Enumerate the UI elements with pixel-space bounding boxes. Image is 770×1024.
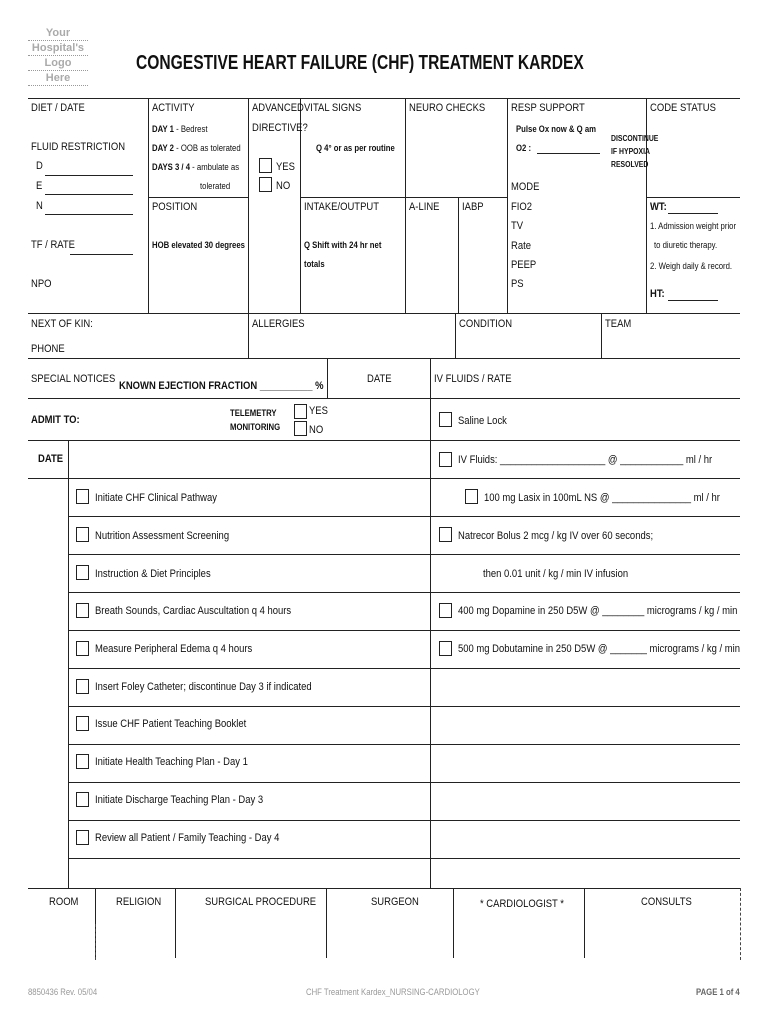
npo-label: NPO	[31, 278, 52, 290]
directive-yes-label: YES	[276, 161, 295, 173]
surgical-procedure-label: SURGICAL PROCEDURE	[205, 896, 317, 908]
order-item: Initiate Discharge Teaching Plan - Day 3	[95, 794, 264, 806]
activity-label: ACTIVITY	[152, 102, 195, 114]
advanced-label: ADVANCED	[252, 102, 304, 114]
order-checkbox[interactable]	[76, 830, 89, 845]
tf-rate-label: TF / RATE	[31, 239, 75, 251]
rule	[68, 516, 740, 517]
order-checkbox[interactable]	[76, 792, 89, 807]
diet-date-label: DIET / DATE	[31, 102, 85, 114]
logo-line: Here	[28, 71, 88, 86]
peep-label: PEEP	[511, 259, 537, 271]
rule	[327, 358, 328, 398]
order-checkbox[interactable]	[76, 679, 89, 694]
order-item: Initiate CHF Clinical Pathway	[95, 492, 217, 504]
team-label: TEAM	[605, 318, 632, 330]
directive-yes-checkbox[interactable]	[259, 158, 272, 173]
footer-center-text: CHF Treatment Kardex_NURSING-CARDIOLOGY	[306, 987, 480, 997]
religion-label: RELIGION	[116, 896, 162, 908]
wt-note-2: 2. Weigh daily & record.	[650, 261, 733, 271]
condition-label: CONDITION	[459, 318, 513, 330]
lasix-text: 100 mg Lasix in 100mL NS @ _______________ ml / hr	[484, 492, 720, 504]
d-label: D	[36, 160, 43, 172]
rule	[68, 630, 740, 631]
ejection-fraction-text: KNOWN EJECTION FRACTION __________ %	[119, 380, 324, 392]
ps-label: PS	[511, 278, 524, 290]
hob-text: HOB elevated 30 degrees	[152, 240, 245, 250]
natrecor-infusion-text: then 0.01 unit / kg / min IV infusion	[483, 568, 629, 580]
telemetry-yes-label: YES	[309, 405, 328, 417]
rule	[68, 744, 740, 745]
dopamine-checkbox[interactable]	[439, 603, 452, 618]
order-checkbox[interactable]	[76, 565, 89, 580]
order-item: Review all Patient / Family Teaching - Day 4	[95, 832, 280, 844]
order-item: Instruction & Diet Principles	[95, 568, 211, 580]
a-line-label: A-LINE	[409, 201, 440, 213]
page-number: PAGE 1 of 4	[696, 987, 740, 997]
fio2-label: FIO2	[511, 201, 533, 213]
rule	[453, 888, 454, 958]
rule	[248, 313, 249, 358]
next-of-kin-label: NEXT OF KIN:	[31, 318, 93, 330]
tolerated-text: tolerated	[200, 181, 231, 191]
rule	[28, 888, 740, 889]
rule	[507, 98, 508, 313]
telemetry-no-label: NO	[309, 424, 324, 436]
tv-label: TV	[511, 220, 524, 232]
order-item: Initiate Health Teaching Plan - Day 1	[95, 756, 248, 768]
dobutamine-text: 500 mg Dobutamine in 250 D5W @ _______ micrograms / kg / min	[458, 643, 740, 655]
allergies-label: ALLERGIES	[252, 318, 305, 330]
pulse-ox-text: Pulse Ox now & Q am	[516, 124, 597, 134]
rule	[28, 358, 740, 359]
discontinue-text: IF HYPOXIA	[611, 147, 650, 156]
day34-text: DAYS 3 / 4 - ambulate as	[152, 162, 240, 172]
rule	[28, 478, 740, 479]
n-field[interactable]	[45, 214, 133, 215]
neuro-checks-label: NEURO CHECKS	[409, 102, 486, 114]
form-number: 8850436 Rev. 05/04	[28, 987, 98, 997]
lasix-checkbox[interactable]	[465, 489, 478, 504]
day1-text: DAY 1 - Bedrest	[152, 124, 208, 134]
order-checkbox[interactable]	[76, 641, 89, 656]
iv-fluids-text: IV Fluids: ____________________ @ ____________ ml / hr	[458, 454, 713, 466]
wt-field[interactable]	[668, 213, 718, 214]
discontinue-text: RESOLVED	[611, 160, 649, 169]
order-item: Issue CHF Patient Teaching Booklet	[95, 718, 247, 730]
ht-field[interactable]	[668, 300, 718, 301]
directive-label: DIRECTIVE?	[252, 122, 308, 134]
order-checkbox[interactable]	[76, 527, 89, 542]
rule	[95, 924, 96, 960]
vital-signs-label: VITAL SIGNS	[304, 102, 362, 114]
d-field[interactable]	[45, 175, 133, 176]
rule	[326, 888, 327, 958]
q4-text: Q 4° or as per routine	[316, 143, 395, 153]
order-checkbox[interactable]	[76, 754, 89, 769]
rule	[455, 313, 456, 358]
e-field[interactable]	[45, 194, 133, 195]
special-notices-label: SPECIAL NOTICES	[31, 373, 116, 385]
e-label: E	[36, 180, 43, 192]
monitoring-label: MONITORING	[230, 422, 281, 432]
rule	[68, 820, 740, 821]
consults-label: CONSULTS	[641, 896, 692, 908]
order-checkbox[interactable]	[76, 716, 89, 731]
date-label: DATE	[367, 373, 392, 385]
tf-rate-field[interactable]	[70, 254, 133, 255]
qshift-text-2: totals	[304, 259, 325, 269]
ht-label: HT:	[650, 288, 665, 300]
wt-note-1b: to diuretic therapy.	[654, 240, 718, 250]
rule	[646, 197, 740, 198]
dopamine-text: 400 mg Dopamine in 250 D5W @ ________ micrograms / kg / min	[458, 605, 738, 617]
logo-line: Your	[28, 26, 88, 41]
telemetry-yes-checkbox[interactable]	[294, 404, 307, 419]
telemetry-no-checkbox[interactable]	[294, 421, 307, 436]
orders-date-label: DATE	[38, 453, 64, 465]
rule	[28, 398, 740, 399]
mode-label: MODE	[511, 181, 540, 193]
saline-lock-label: Saline Lock	[458, 415, 507, 427]
directive-no-label: NO	[276, 180, 291, 192]
rule	[28, 98, 740, 99]
fluid-restriction-label: FLUID RESTRICTION	[31, 141, 126, 153]
order-item: Breath Sounds, Cardiac Auscultation q 4 hours	[95, 605, 292, 617]
order-checkbox[interactable]	[76, 489, 89, 504]
wt-label: WT:	[650, 201, 667, 213]
rule	[601, 313, 602, 358]
rule	[68, 858, 740, 859]
rule	[148, 98, 149, 313]
telemetry-label: TELEMETRY	[230, 408, 277, 418]
rate-label: Rate	[511, 240, 531, 252]
saline-lock-checkbox[interactable]	[439, 412, 452, 427]
rule	[68, 554, 740, 555]
o2-field[interactable]	[537, 153, 600, 154]
code-status-label: CODE STATUS	[650, 102, 716, 114]
wt-note-1: 1. Admission weight prior	[650, 221, 737, 231]
order-item: Measure Peripheral Edema q 4 hours	[95, 643, 253, 655]
rule	[68, 706, 740, 707]
room-label: ROOM	[49, 896, 79, 908]
rule	[175, 888, 176, 958]
resp-support-label: RESP SUPPORT	[511, 102, 585, 114]
o2-label: O2 :	[516, 143, 532, 153]
iv-fluids-rate-label: IV FLUIDS / RATE	[434, 373, 512, 385]
natrecor-text: Natrecor Bolus 2 mcg / kg IV over 60 seconds;	[458, 530, 654, 542]
day2-text: DAY 2 - OOB as tolerated	[152, 143, 241, 153]
order-item: Insert Foley Catheter; discontinue Day 3 if indicated	[95, 681, 312, 693]
logo-line: Hospital's	[28, 41, 88, 56]
rule	[300, 197, 507, 198]
position-label: POSITION	[152, 201, 198, 213]
n-label: N	[36, 200, 43, 212]
admit-to-label: ADMIT TO:	[31, 414, 80, 426]
cardiologist-label: * CARDIOLOGIST *	[480, 898, 564, 910]
directive-no-checkbox[interactable]	[259, 177, 272, 192]
rule	[68, 592, 740, 593]
order-item: Nutrition Assessment Screening	[95, 530, 230, 542]
rule	[458, 197, 459, 313]
rule	[28, 440, 740, 441]
rule	[68, 782, 740, 783]
rule	[430, 358, 431, 888]
surgeon-label: SURGEON	[371, 896, 419, 908]
page-title: CONGESTIVE HEART FAILURE (CHF) TREATMENT KARDEX	[136, 52, 584, 74]
natrecor-checkbox[interactable]	[439, 527, 452, 542]
iabp-label: IABP	[462, 201, 484, 213]
logo-line: Logo	[28, 56, 88, 71]
dobutamine-checkbox[interactable]	[439, 641, 452, 656]
hospital-logo-placeholder	[28, 26, 88, 86]
rule	[68, 668, 740, 669]
iv-fluids-checkbox[interactable]	[439, 452, 452, 467]
phone-label: PHONE	[31, 343, 65, 355]
discontinue-text: DISCONTINUE	[611, 134, 659, 143]
rule	[646, 98, 647, 313]
rule	[28, 313, 740, 314]
rule	[405, 98, 406, 313]
rule	[584, 888, 585, 958]
qshift-text: Q Shift with 24 hr net	[304, 240, 382, 250]
intake-output-label: INTAKE/OUTPUT	[304, 201, 379, 213]
rule	[740, 888, 741, 960]
rule	[148, 197, 248, 198]
order-checkbox[interactable]	[76, 603, 89, 618]
rule	[248, 98, 249, 313]
